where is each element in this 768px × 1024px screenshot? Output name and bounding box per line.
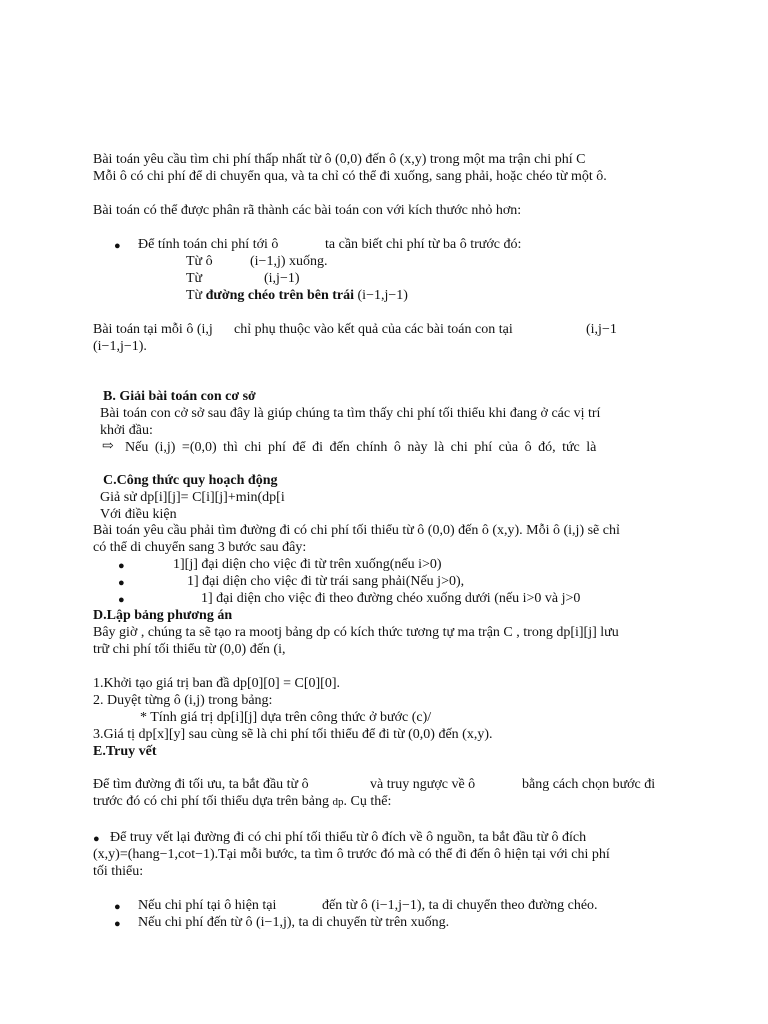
section-c-bullet-3: 1] đại diện cho việc đi theo đường chéo xuống dưới (nếu i>0 và j>0 [201, 591, 581, 606]
bullet-dot-icon: ● [114, 918, 121, 930]
section-d-line2: trữ chi phí tối thiểu từ (0,0) đến (i, [93, 642, 286, 657]
section-d-line1: Bây giờ , chúng ta sẽ tạo ra mootj bảng dp có kích thức tương tự ma trận C , trong dp[i][j] lưu [93, 625, 619, 640]
section-b-line2: khởi đầu: [100, 423, 153, 438]
bullet-dot-icon: ● [118, 560, 125, 572]
arrow-right-icon: ⇨ [102, 439, 114, 454]
section-c-bullet-1: 1][j] đại diện cho việc đi từ trên xuống(nếu i>0) [173, 557, 442, 572]
decompose-intro: Bài toán có thể được phân rã thành các bài toán con với kích thước nhỏ hơn: [93, 203, 522, 218]
bullet-dot-icon: ● [114, 901, 121, 913]
decompose-sub2-a: Từ [186, 271, 203, 286]
depend-line2: (i−1,j−1). [93, 339, 147, 354]
section-e-p1-line2-c: . Cụ thể: [343, 794, 392, 809]
bullet-dot-icon: ● [93, 833, 100, 845]
bullet-dot-icon: ● [118, 594, 125, 606]
depend-line1-c: (i,j−1 [586, 322, 617, 337]
section-c-condition: Với điều kiện [100, 507, 177, 522]
depend-line1-a: Bài toán tại mỗi ô (i,j [93, 322, 213, 337]
bullet-dot-icon: ● [118, 577, 125, 589]
section-c-heading: C.Công thức quy hoạch động [103, 473, 278, 488]
section-d-heading: D.Lập bảng phương án [93, 608, 233, 623]
decompose-sub1-b: (i−1,j) xuống. [250, 254, 328, 269]
section-d-step3: 3.Giá tị dp[x][y] sau cùng sẽ là chi phí tối thiểu để đi từ (0,0) đến (x,y). [93, 727, 493, 742]
section-e-p1-line2-dp: dp [332, 796, 344, 808]
section-d-step1: 1.Khởi tạo giá trị ban đầ dp[0][0] = C[0][0]. [93, 676, 341, 691]
decompose-bullet-left: Để tính toán chi phí tới ô [138, 237, 279, 252]
section-e-p2-line3: tối thiểu: [93, 864, 144, 879]
section-c-line1: Bài toán yêu cầu phải tìm đường đi có chi phí tối thiểu từ ô (0,0) đến ô (x,y). Mỗi ô (i,j) sẽ chỉ [93, 523, 620, 538]
section-b-heading: B. Giải bài toán con cơ sở [103, 389, 256, 404]
section-d-step2-sub: * Tính giá trị dp[i][j] dựa trên công thức ở bước (c)/ [140, 710, 432, 725]
decompose-sub3 [186, 287, 408, 304]
section-e-bullet-1-b: đến từ ô (i−1,j−1), ta di chuyển theo đường chéo. [322, 898, 598, 913]
section-e-p1-c: bằng cách chọn bước đi [522, 777, 656, 792]
section-e-bullet-2: Nếu chi phí đến từ ô (i−1,j), ta di chuyển từ trên xuống. [138, 915, 450, 930]
section-c-formula: Giả sử dp[i][j]= C[i][j]+min(dp[i [100, 490, 285, 505]
depend-line1-b: chỉ phụ thuộc vào kết quả của các bài toán con tại [234, 322, 513, 337]
decompose-sub3-a: Từ [186, 288, 203, 303]
section-e-p1-line2 [93, 793, 391, 811]
section-e-p1-a: Để tìm đường đi tối ưu, ta bắt đầu từ ô [93, 777, 309, 792]
intro-line-1: Bài toán yêu cầu tìm chi phí thấp nhất từ ô (0,0) đến ô (x,y) trong một ma trận chi phí C [93, 152, 586, 167]
section-b-arrow-line: Nếu (i,j) =(0,0) thì chi phí để đi đến chính ô này là chi phí của ô đó, tức là [125, 440, 597, 455]
decompose-sub3-c: (i−1,j−1) [357, 288, 408, 303]
section-b-line1: Bài toán con cở sở sau đây là giúp chúng ta tìm thấy chi phí tối thiểu khi đang ở các vị trí [100, 406, 601, 421]
decompose-sub1-a: Từ ô [186, 254, 213, 269]
section-d-step2: 2. Duyệt từng ô (i,j) trong bảng: [93, 693, 273, 708]
section-c-bullet-2: 1] đại diện cho việc đi từ trái sang phải(Nếu j>0), [187, 574, 465, 589]
section-e-p2-line1: Để truy vết lại đường đi có chi phí tối thiểu từ ô đích về ô nguồn, ta bắt đầu từ ô đích [110, 830, 587, 845]
bullet-dot-icon: ● [114, 240, 121, 252]
section-e-p2-line2: (x,y)=(hang−1,cot−1).Tại mỗi bước, ta tìm ô trước đó mà có thể đi đến ô hiện tại với chi phí [93, 847, 610, 862]
section-e-p1-b: và truy ngược về ô [370, 777, 476, 792]
intro-line-2: Mỗi ô có chi phí để di chuyển qua, và ta chỉ có thể đi xuống, sang phải, hoặc chéo từ một ô. [93, 169, 607, 184]
section-e-heading: E.Truy vết [93, 744, 157, 759]
decompose-sub3-bold: đường chéo trên bên trái [205, 288, 355, 303]
section-e-p1-line2-a: trước đó có chi phí tối thiểu dựa trên bảng [93, 794, 330, 809]
section-e-bullet-1-a: Nếu chi phí tại ô hiện tại [138, 898, 277, 913]
section-c-line2: có thể di chuyển sang 3 bước sau đây: [93, 540, 307, 555]
decompose-sub2-b: (i,j−1) [264, 271, 300, 286]
decompose-bullet-right: ta cần biết chi phí từ ba ô trước đó: [325, 237, 522, 252]
